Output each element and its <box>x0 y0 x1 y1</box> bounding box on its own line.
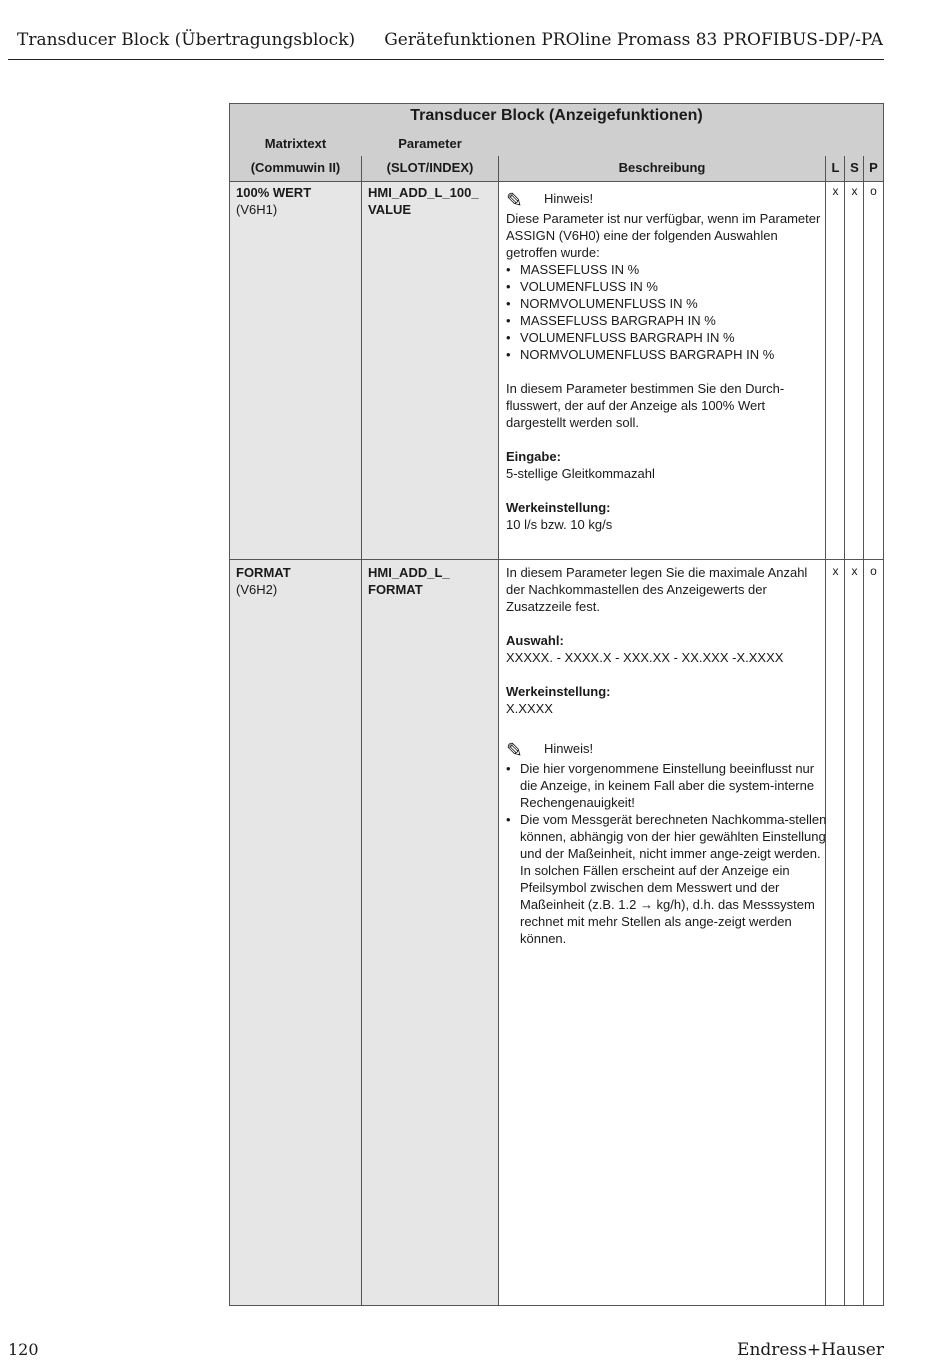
list-item: • VOLUMENFLUSS IN % <box>506 278 828 295</box>
row2-mark-l: x <box>832 564 839 578</box>
row1-default-label: Werkeinstellung: <box>506 500 611 515</box>
row2-default-value: X.XXXX <box>506 701 553 716</box>
transducer-block-table <box>229 103 884 1306</box>
row2-mark-s: x <box>851 564 858 578</box>
row2-choice-value: XXXXX. - XXXX.X - XXX.XX - XX.XXX -X.XXXX <box>506 650 784 665</box>
row1-default-value: 10 l/s bzw. 10 kg/s <box>506 517 613 532</box>
row1-note-text: Diese Parameter ist nur verfügbar, wenn im Parameter ASSIGN (V6H0) eine der folgenden Auswahlen getroffen wurde: <box>506 211 821 260</box>
pencil-icon: ✎ <box>506 740 523 762</box>
col-parameter-sub: (SLOT/INDEX) <box>386 160 474 175</box>
row1-note-heading: ✎ Hinweis! <box>506 190 594 212</box>
header-rule <box>8 59 884 60</box>
row2-choice-label: Auswahl: <box>506 633 564 648</box>
row2-note-heading: ✎ Hinweis! <box>506 740 594 762</box>
list-item: • NORMVOLUMENFLUSS IN % <box>506 295 828 312</box>
row1-matrix-name: 100% WERT <box>236 185 312 200</box>
parameter-column-shade <box>362 181 498 1305</box>
grid-line <box>361 156 362 1305</box>
row2-parameter <box>368 564 496 598</box>
row1-parameter <box>368 184 496 218</box>
grid-line <box>498 156 499 1305</box>
col-beschreibung: Beschreibung <box>618 160 706 175</box>
col-parameter-label: Parameter <box>398 136 462 151</box>
row1-mark-p: o <box>870 184 877 198</box>
brand-logo-text: Endress+Hauser <box>737 1340 884 1360</box>
row2-matrix-code: (V6H2) <box>236 582 278 597</box>
row1-bullet-list <box>506 261 828 363</box>
col-matrixtext-sub: (Commuwin II) <box>250 160 341 175</box>
grid-line <box>863 156 864 1305</box>
row1-param-line1: HMI_ADD_L_100_ <box>368 185 479 200</box>
matrixtext-column-shade <box>230 181 361 1305</box>
grid-line <box>844 156 845 1305</box>
pencil-icon: ✎ <box>506 190 523 212</box>
row2-description <box>506 564 828 947</box>
running-header-right: Gerätefunktionen PROline Promass 83 PROFIBUS-DP/-PA <box>384 30 883 50</box>
col-matrixtext-label: Matrixtext <box>264 136 327 151</box>
col-s: S <box>850 160 859 175</box>
row2-matrixtext <box>236 564 358 598</box>
running-header-left: Transducer Block (Übertragungsblock) <box>17 30 356 50</box>
row1-mark-l: x <box>832 184 839 198</box>
list-item: • VOLUMENFLUSS BARGRAPH IN % <box>506 329 828 346</box>
col-l: L <box>831 160 840 175</box>
list-item: • Die vom Messgerät berechneten Nachkomma-stellen können, abhängig von der hier gewählten Einstellung und der Maßeinheit, nicht immer ange-zeigt werden. In solchen Fällen erscheint auf der Anzeige ein Pfeilsymbol zwischen dem Messwert und der Maßeinheit (z.B. 1.2 → kg/h), d.h. das Messsystem rechnet mit mehr Stellen als ange-zeigt werden können. <box>506 811 828 947</box>
row2-param-line1: HMI_ADD_L_ <box>368 565 450 580</box>
row2-param-line2: FORMAT <box>368 582 423 597</box>
list-item: • MASSEFLUSS IN % <box>506 261 828 278</box>
row2-mark-p: o <box>870 564 877 578</box>
table-caption <box>230 104 883 182</box>
row1-description <box>506 190 828 533</box>
list-item: • NORMVOLUMENFLUSS BARGRAPH IN % <box>506 346 828 363</box>
row2-bullet-list <box>506 760 828 947</box>
row1-mark-s: x <box>851 184 858 198</box>
row1-matrix-code: (V6H1) <box>236 202 278 217</box>
row1-input-value: 5-stellige Gleitkommazahl <box>506 466 655 481</box>
list-item: • Die hier vorgenommene Einstellung beeinflusst nur die Anzeige, in keinem Fall aber die system-interne Rechengenauigkeit! <box>506 760 828 811</box>
col-p: P <box>869 160 878 175</box>
list-item: • MASSEFLUSS BARGRAPH IN % <box>506 312 828 329</box>
row2-matrix-name: FORMAT <box>236 565 291 580</box>
row1-input-label: Eingabe: <box>506 449 561 464</box>
row-divider <box>230 559 883 560</box>
row2-text: In diesem Parameter legen Sie die maximale Anzahl der Nachkommastellen des Anzeigewerts der Zusatzzeile fest. <box>506 565 808 614</box>
table-title: Transducer Block (Anzeigefunktionen) <box>410 107 703 124</box>
row2-default-label: Werkeinstellung: <box>506 684 611 699</box>
page-number: 120 <box>8 1340 39 1359</box>
row1-text: In diesem Parameter bestimmen Sie den Durch-flusswert, der auf der Anzeige als 100% Wert dargestellt werden soll. <box>506 381 785 430</box>
row1-matrixtext <box>236 184 358 218</box>
row1-param-line2: VALUE <box>368 202 412 217</box>
